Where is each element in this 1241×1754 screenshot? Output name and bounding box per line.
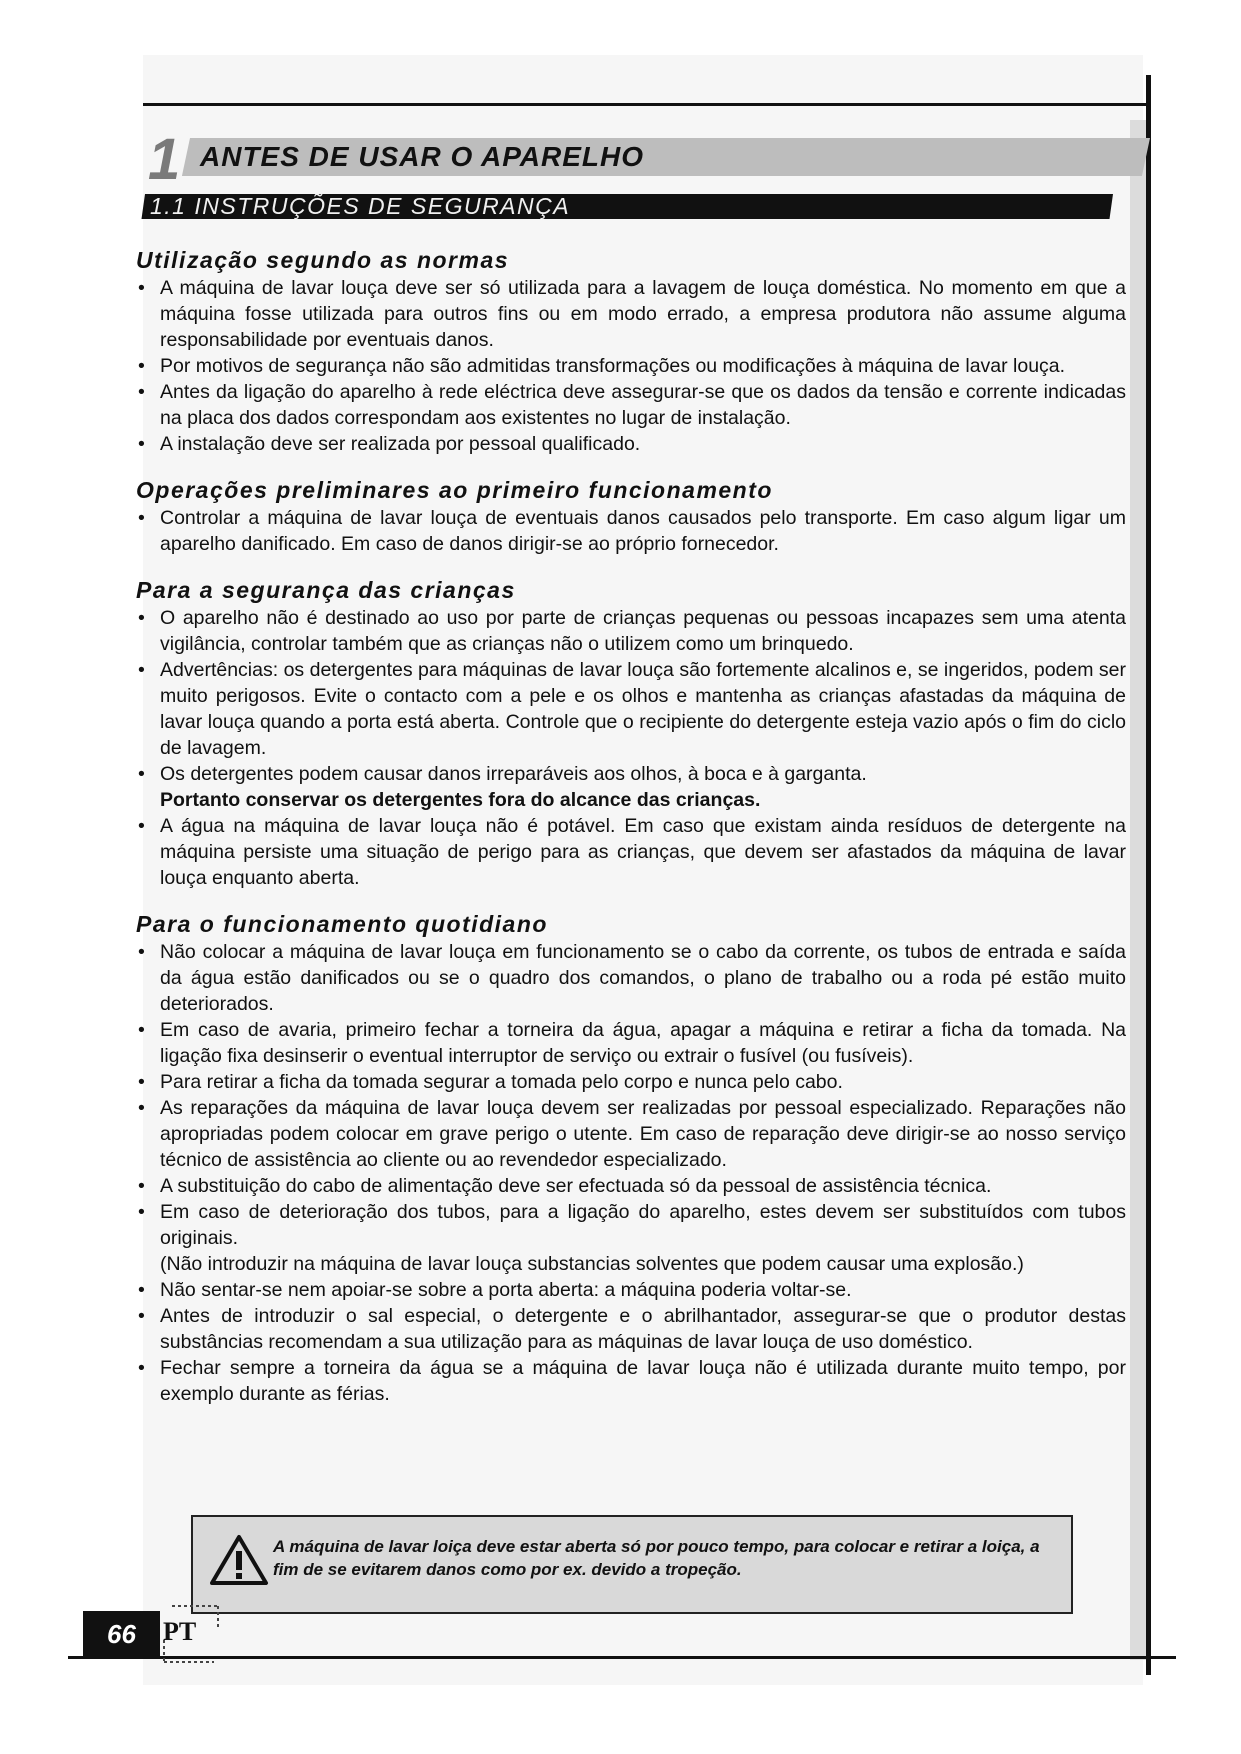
heading-daily: Para o funcionamento quotidiano [136, 911, 548, 937]
list-item: • A água na máquina de lavar louça não é potável. Em caso que existam ainda resíduos de detergente na máquina persiste uma situação de perigo para as crianças, que devem ser afastados da máquina de lavar louça enquanto aberta. [136, 813, 1126, 891]
list-item: • A substituição do cabo de alimentação deve ser efectuada só da pessoal de assistência técnica. [136, 1173, 1126, 1199]
list-item-tubes [136, 1199, 1126, 1277]
section-title: 1.1 INSTRUÇÕES DE SEGURANÇA [150, 193, 571, 219]
top-rule [143, 103, 1149, 106]
list-item: • As reparações da máquina de lavar louça devem ser realizadas por pessoal especializado. Reparações não apropriadas podem colocar em grave perigo o utente. Em caso de reparação deve dirigir-se ao nosso serviço técnico de assistência ao cliente ou ao revendedor especializado. [136, 1095, 1126, 1173]
list-item: • Para retirar a ficha da tomada segurar a tomada pelo corpo e nunca pelo cabo. [136, 1069, 1126, 1095]
list-item-text: Os detergentes podem causar danos irreparáveis aos olhos, à boca e à garganta. [160, 763, 867, 785]
list-item: • Advertências: os detergentes para máquinas de lavar louça são fortemente alcalinos e, se ingeridos, podem ser muito perigosos. Evite o contacto com a pele e os olhos e mantenha as crianças afastadas da máquina de lavar louça quando a porta está aberta. Controle que o recipiente do detergente esteja vazio após o fim do ciclo de lavagem. [136, 657, 1126, 761]
heading-preliminary: Operações preliminares ao primeiro funcionamento [136, 477, 773, 503]
chapter-number: 1 [148, 127, 181, 192]
list-item: • Não colocar a máquina de lavar louça em funcionamento se o cabo da corrente, os tubos de entrada e saída da água estão danificados ou se o quadro dos comandos, o plano de trabalho ou a roda pé estão muito deteriorados. [136, 939, 1126, 1017]
list-item: • Antes de introduzir o sal especial, o detergente e o abrilhantador, assegurar-se que o produtor destas substâncias recomendam a sua utilização para as máquinas de lavar louça de uso doméstico. [136, 1303, 1126, 1355]
list-children [136, 605, 1126, 891]
list-item: • Fechar sempre a torneira da água se a máquina de lavar louça não é utilizada durante muito tempo, por exemplo durante as férias. [136, 1355, 1126, 1407]
list-item: • Antes da ligação do aparelho à rede eléctrica deve assegurar-se que os dados da tensão e corrente indicadas na placa dos dados correspondam aos existentes no lugar de instalação. [136, 379, 1126, 431]
note-text: (Não introduzir na máquina de lavar louça substancias solventes que podem causar uma explosão.) [160, 1253, 1024, 1275]
bottom-rule [68, 1656, 1176, 1659]
list-item: • Em caso de avaria, primeiro fechar a torneira da água, apagar a máquina e retirar a ficha da tomada. Na ligação fixa desinserir o eventual interruptor de serviço ou extrair o fusível (ou fusíveis). [136, 1017, 1126, 1069]
list-preliminary [136, 505, 1126, 557]
list-item-detergents [136, 761, 1126, 813]
warning-box [191, 1515, 1073, 1614]
list-item: • A instalação deve ser realizada por pessoal qualificado. [136, 431, 1126, 457]
list-item: • Por motivos de segurança não são admitidas transformações ou modificações à máquina de lavar louça. [136, 353, 1126, 379]
list-daily [136, 939, 1126, 1407]
list-item: • Controlar a máquina de lavar louça de eventuais danos causados pelo transporte. Em caso algum ligar um aparelho danificado. Em caso de danos dirigir-se ao próprio fornecedor. [136, 505, 1126, 557]
warning-text: A máquina de lavar loiça deve estar aberta só por pouco tempo, para colocar e retirar a loiça, a fim de se evitarem danos como por ex. devido a tropeção. [273, 1537, 1040, 1579]
safety-content [136, 245, 1126, 1425]
list-item: • A máquina de lavar louça deve ser só utilizada para a lavagem de louça doméstica. No momento em que a máquina fosse utilizada para outros fins ou em modo errado, a empresa produtora não assume alguma responsabilidade por eventuais danos. [136, 275, 1126, 353]
warning-triangle-icon [209, 1534, 269, 1586]
list-item: • O aparelho não é destinado ao uso por parte de crianças pequenas ou pessoas incapazes sem uma atenta vigilância, controlar também que as crianças não o utilizem como um brinquedo. [136, 605, 1126, 657]
emphasis-text: Portanto conservar os detergentes fora do alcance das crianças. [160, 789, 761, 811]
heading-norms: Utilização segundo as normas [136, 247, 510, 273]
list-item-text: Em caso de deterioração dos tubos, para a ligação do aparelho, estes devem ser substituídos com tubos originais. [160, 1201, 1126, 1249]
right-margin-shade [1130, 120, 1146, 1660]
page-number: 66 [107, 1619, 136, 1649]
language-code: PT [163, 1617, 197, 1646]
list-item: • Não sentar-se nem apoiar-se sobre a porta aberta: a máquina poderia voltar-se. [136, 1277, 1126, 1303]
list-norms [136, 275, 1126, 457]
chapter-title: ANTES DE USAR O APARELHO [200, 141, 645, 172]
heading-children: Para a segurança das crianças [136, 577, 516, 603]
right-rule [1146, 75, 1151, 1675]
